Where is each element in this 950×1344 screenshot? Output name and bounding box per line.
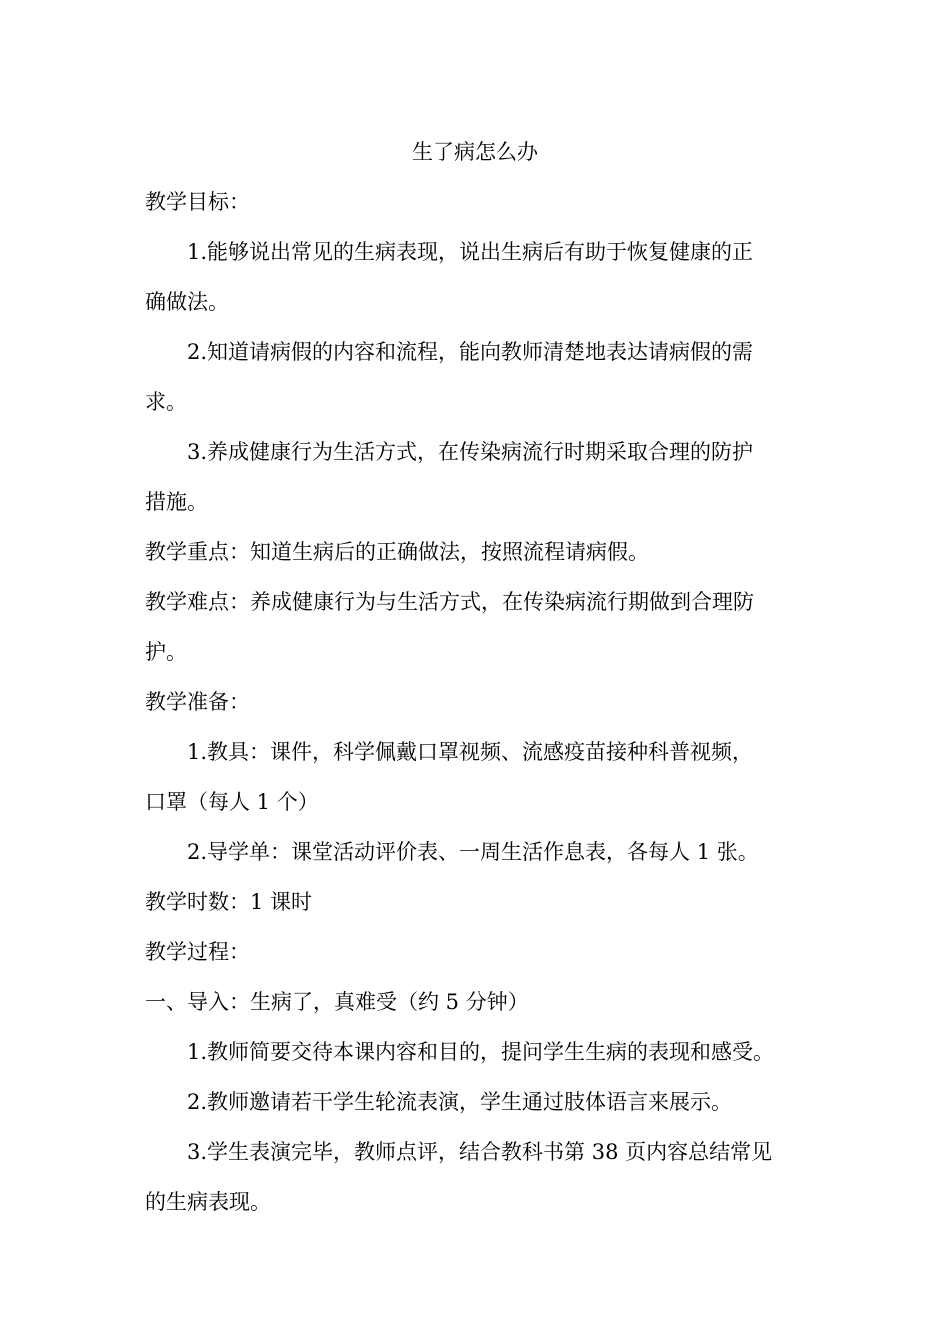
teaching-hours: 教学时数：1 课时	[145, 890, 313, 914]
objective-2-line-2: 求。	[145, 390, 187, 414]
preparation-2: 2.导学单：课堂活动评价表、一周生活作息表，各每人 1 张。	[187, 840, 759, 864]
objective-1-line-1: 1.能够说出常见的生病表现，说出生病后有助于恢复健康的正	[187, 240, 754, 264]
preparation-1-line-1: 1.教具：课件，科学佩戴口罩视频、流感疫苗接种科普视频，	[187, 740, 754, 764]
process-heading: 教学过程：	[145, 940, 250, 964]
process-section-1: 一、导入：生病了，真难受（约 5 分钟）	[145, 990, 529, 1014]
objectives-heading: 教学目标：	[145, 190, 250, 214]
process-step-2: 2.教师邀请若干学生轮流表演，学生通过肢体语言来展示。	[187, 1090, 733, 1114]
document-title: 生了病怎么办	[412, 140, 538, 164]
objective-3-line-1: 3.养成健康行为生活方式，在传染病流行时期采取合理的防护	[187, 440, 754, 464]
objective-3-line-2: 措施。	[145, 490, 208, 514]
key-point: 教学重点：知道生病后的正确做法，按照流程请病假。	[145, 540, 649, 564]
preparation-heading: 教学准备：	[145, 690, 250, 714]
process-step-3-line-2: 的生病表现。	[145, 1190, 271, 1214]
objective-2-line-1: 2.知道请病假的内容和流程，能向教师清楚地表达请病假的需	[187, 340, 754, 364]
process-step-1: 1.教师简要交待本课内容和目的，提问学生生病的表现和感受。	[187, 1040, 775, 1064]
objective-1-line-2: 确做法。	[145, 290, 229, 314]
process-step-3-line-1: 3.学生表演完毕，教师点评，结合教科书第 38 页内容总结常见	[187, 1140, 773, 1164]
difficulty-line-2: 护。	[145, 640, 187, 664]
preparation-1-line-2: 口罩（每人 1 个）	[145, 790, 319, 814]
difficulty-line-1: 教学难点：养成健康行为与生活方式，在传染病流行期做到合理防	[145, 590, 754, 614]
